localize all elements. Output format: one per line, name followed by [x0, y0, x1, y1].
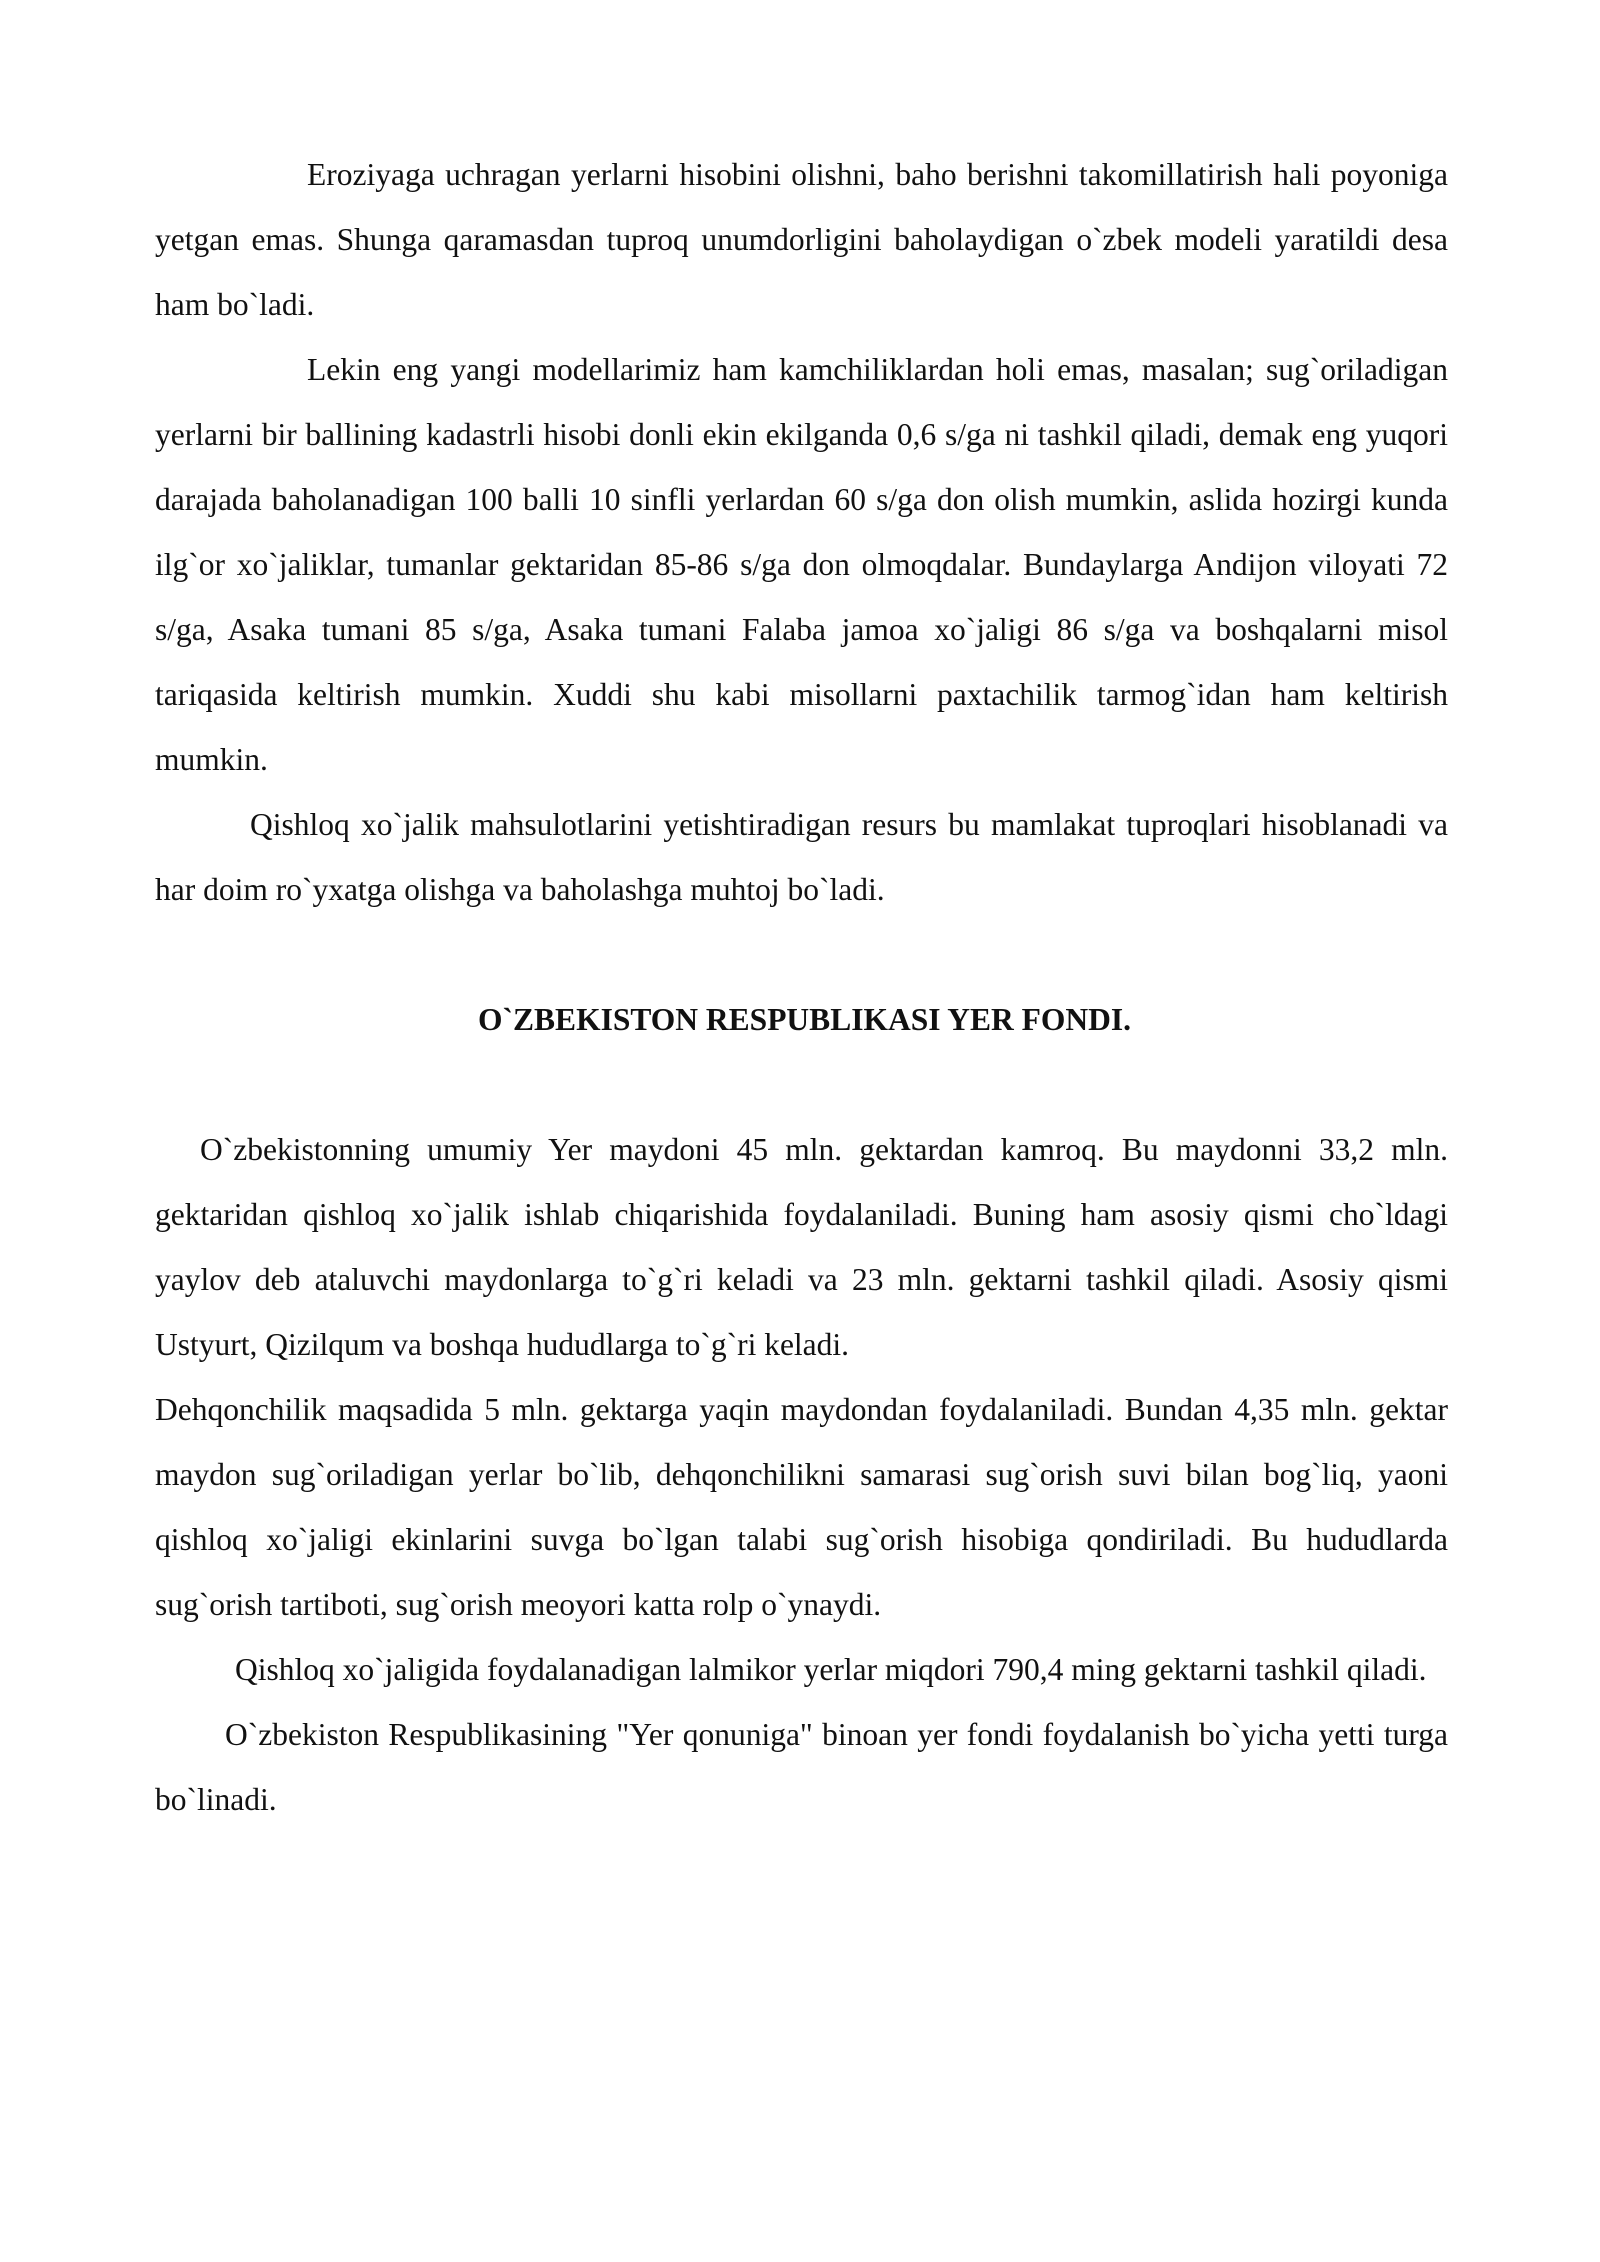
paragraph-total-land-area: O`zbekistonning umumiy Yer maydoni 45 mln. gektardan kamroq. Bu maydonni 33,2 mln. gektaridan qishloq xo`jalik ishlab chiqarishida foydalaniladi. Buning ham asosiy qismi cho`ldagi yaylov deb ataluvchi maydonlarga to`g`ri keladi va 23 mln. gektarni tashkil qiladi. Asosiy qismi Ustyurt, Qizilqum va boshqa hududlarga to`g`ri keladi.	[155, 1132, 1448, 1362]
paragraph-land-law: O`zbekiston Respublikasining "Yer qonuniga" binoan yer fondi foydalanish bo`yicha yetti turga bo`linadi.	[155, 1717, 1448, 1817]
paragraph-farming-land: Dehqonchilik maqsadida 5 mln. gektarga yaqin maydondan foydalaniladi. Bundan 4,35 mln. gektar maydon sug`oriladigan yerlar bo`lib, dehqonchilikni samarasi sug`orish suvi bilan bog`liq, yaoni qishloq xo`jaligi ekinlarini suvga bo`lgan talabi sug`orish hisobiga qondiriladi. Bu hududlarda sug`orish tartiboti, sug`orish meoyori katta rolp o`ynaydi.	[155, 1392, 1448, 1622]
section-heading: O`ZBEKISTON RESPUBLIKASI YER FONDI.	[478, 1002, 1131, 1037]
paragraph-erosion-assessment: Eroziyaga uchragan yerlarni hisobini olishni, baho berishni takomillatirish hali poyoniga yetgan emas. Shunga qaramasdan tuproq unumdorligini baholaydigan o`zbek modeli yaratildi desa ham bo`ladi.	[155, 157, 1448, 322]
paragraph-rainfed-land: Qishloq xo`jaligida foydalanadigan lalmikor yerlar miqdori 790,4 ming gektarni tashkil qiladi.	[235, 1652, 1427, 1687]
paragraph-soil-resource: Qishloq xo`jalik mahsulotlarini yetishtiradigan resurs bu mamlakat tuproqlari hisoblanadi va har doim ro`yxatga olishga va baholashga muhtoj bo`ladi.	[155, 807, 1448, 907]
document-page	[155, 142, 1448, 1832]
paragraph-model-shortcomings: Lekin eng yangi modellarimiz ham kamchiliklardan holi emas, masalan; sug`oriladigan yerlarni bir ballining kadastrli hisobi donli ekin ekilganda 0,6 s/ga ni tashkil qiladi, demak eng yuqori darajada baholanadigan 100 balli 10 sinfli yerlardan 60 s/ga don olish mumkin, aslida hozirgi kunda ilg`or xo`jaliklar, tumanlar gektaridan 85-86 s/ga don olmoqdalar. Bundaylarga Andijon viloyati 72 s/ga, Asaka tumani 85 s/ga, Asaka tumani Falaba jamoa xo`jaligi 86 s/ga va boshqalarni misol tariqasida keltirish mumkin. Xuddi shu kabi misollarni paxtachilik tarmog`idan ham keltirish mumkin.	[155, 352, 1448, 777]
